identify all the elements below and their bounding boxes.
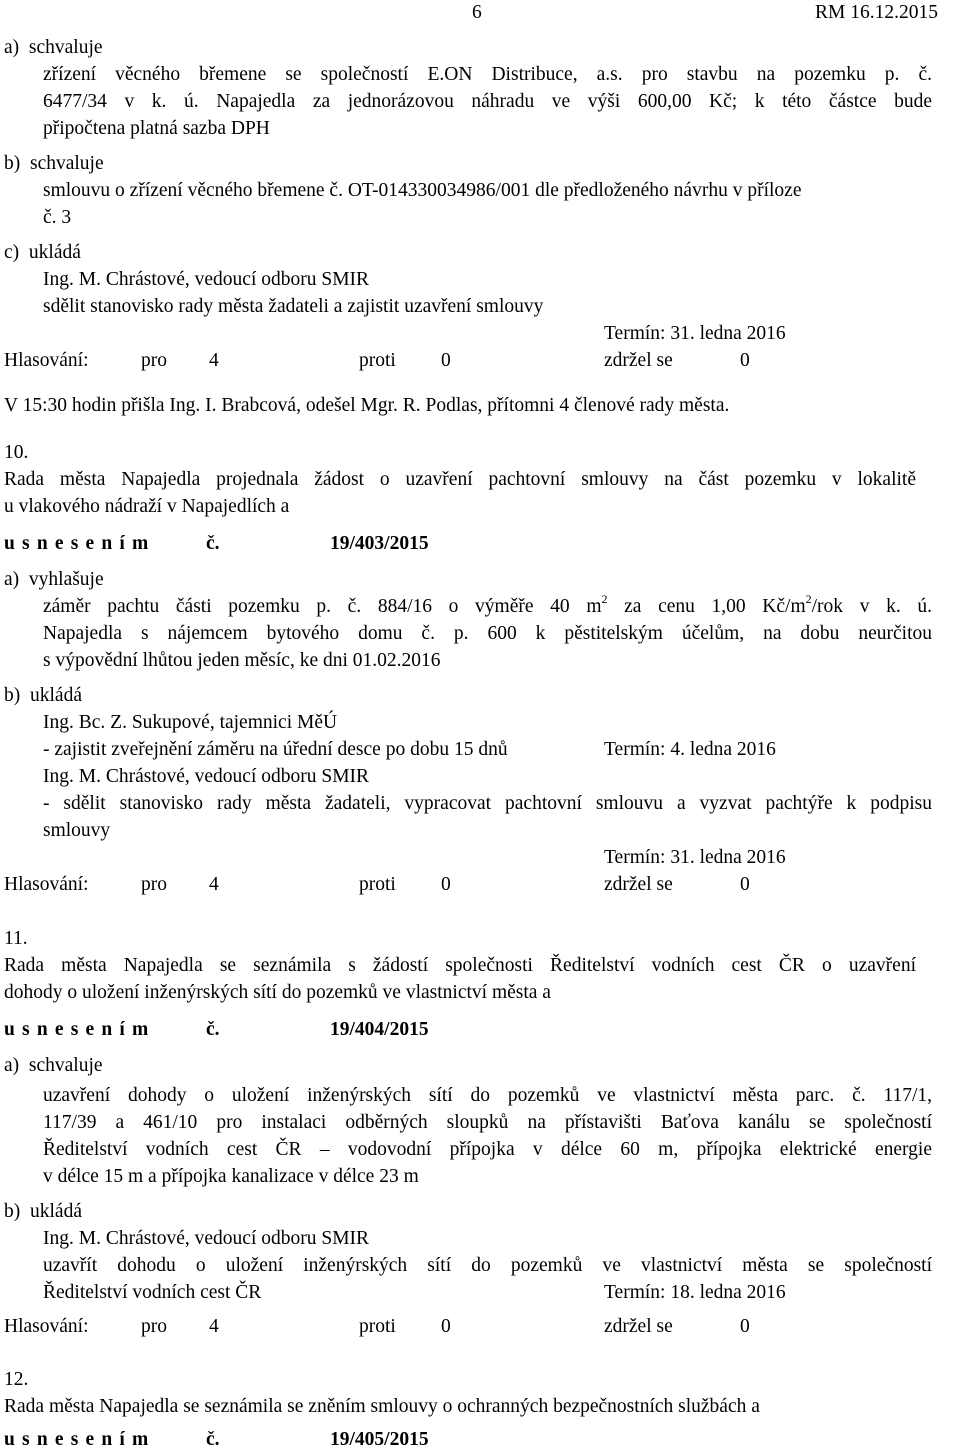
item10-a-line: s výpovědní lhůtou jeden měsíc, ke dni 01.02.2016 bbox=[43, 650, 441, 671]
item9-b-label: b) schvaluje bbox=[4, 153, 104, 174]
item9-a-label: a) schvaluje bbox=[4, 37, 103, 58]
vote-proti-label: proti bbox=[359, 350, 396, 371]
item10-b-person: Ing. M. Chrástové, vedoucí odboru SMIR bbox=[43, 766, 370, 787]
item11-b-task: Ředitelství vodních cest ČR bbox=[43, 1282, 262, 1303]
item11-b-task: uzavřít dohodu o uložení inženýrských sítí do pozemků ve vlastnictví města se společností bbox=[43, 1255, 932, 1276]
item10-number: 10. bbox=[4, 442, 29, 463]
vote-proti-count: 0 bbox=[441, 350, 451, 371]
resolution-no-label: č. bbox=[206, 1429, 220, 1450]
resolution-no-label: č. bbox=[206, 1019, 220, 1040]
item10-vote bbox=[4, 872, 764, 899]
vote-abstain-count: 0 bbox=[740, 350, 750, 371]
item9-a-line: zřízení věcného břemene se společností E.ON Distribuce, a.s. pro stavbu na pozemku p. č. bbox=[43, 64, 932, 85]
item12-resolution-heading bbox=[4, 1427, 429, 1454]
item9-a-line: 6477/34 v k. ú. Napajedla za jednorázovou náhradu ve výši 600,00 Kč; k této částce bude bbox=[43, 91, 932, 112]
item9-b-line: č. 3 bbox=[43, 207, 72, 228]
vote-proti-count: 0 bbox=[441, 1316, 451, 1337]
resolution-no: 19/404/2015 bbox=[330, 1019, 429, 1040]
item10-a-line: záměr pachtu části pozemku p. č. 884/16 o výměře 40 $m^2$ za cenu 1,00 $Kč/m^2$/rok v k. ú. bbox=[43, 591, 932, 617]
item10-b-label: b) ukládá bbox=[4, 685, 82, 706]
item11-b-label: b) ukládá bbox=[4, 1201, 82, 1222]
item9-a-line: připočtena platná sazba DPH bbox=[43, 118, 270, 139]
resolution-word: usnesením bbox=[4, 1019, 156, 1040]
item11-b-person: Ing. M. Chrástové, vedoucí odboru SMIR bbox=[43, 1228, 370, 1249]
item10-a-line: Napajedla s nájemcem bytového domu č. p. 600 k pěstitelským účelům, na dobu neurčitou bbox=[43, 623, 932, 644]
item10-b-deadline: Termín: 4. ledna 2016 bbox=[604, 739, 776, 760]
item11-number: 11. bbox=[4, 928, 28, 949]
item9-c-person: Ing. M. Chrástové, vedoucí odboru SMIR bbox=[43, 269, 370, 290]
resolution-word: usnesením bbox=[4, 1429, 156, 1450]
resolution-no: 19/403/2015 bbox=[330, 533, 429, 554]
vote-pro-label: pro bbox=[141, 350, 167, 371]
item9-vote bbox=[4, 348, 764, 375]
item10-b-task: - sdělit stanovisko rady města žadateli, vypracovat pachtovní smlouvu a vyzvat pachtýře k podpisu bbox=[43, 793, 932, 814]
item10-b-deadline: Termín: 31. ledna 2016 bbox=[604, 847, 786, 868]
resolution-no: 19/405/2015 bbox=[330, 1429, 429, 1450]
item11-b-deadline: Termín: 18. ledna 2016 bbox=[604, 1282, 786, 1303]
item9-c-task: sdělit stanovisko rady města žadateli a zajistit uzavření smlouvy bbox=[43, 296, 544, 317]
item11-a-line: 117/39 a 461/10 pro instalaci odběrných sloupků na přístavišti Baťova kanálu se společností bbox=[43, 1112, 932, 1133]
attendance-note: V 15:30 hodin přišla Ing. I. Brabcová, odešel Mgr. R. Podlas, přítomni 4 členové rady města. bbox=[4, 395, 730, 416]
item11-intro: dohody o uložení inženýrských sítí do pozemků ve vlastnictví města a bbox=[4, 982, 551, 1003]
item10-b-task: - zajistit zveřejnění záměru na úřední desce po dobu 15 dnů bbox=[43, 739, 508, 760]
vote-pro-count: 4 bbox=[209, 874, 219, 895]
item10-b-task: smlouvy bbox=[43, 820, 111, 841]
vote-proti-label: proti bbox=[359, 1316, 396, 1337]
item10-b-person: Ing. Bc. Z. Sukupové, tajemnici MěÚ bbox=[43, 712, 338, 733]
vote-label: Hlasování: bbox=[4, 874, 89, 895]
vote-pro-label: pro bbox=[141, 1316, 167, 1337]
item11-a-line: uzavření dohody o uložení inženýrských sítí do pozemků ve vlastnictví města parc. č. 117/1, bbox=[43, 1085, 932, 1106]
item11-a-label: a) schvaluje bbox=[4, 1055, 103, 1076]
vote-label: Hlasování: bbox=[4, 1316, 89, 1337]
vote-abstain-label: zdržel se bbox=[604, 874, 673, 895]
vote-abstain-count: 0 bbox=[740, 874, 750, 895]
item11-resolution-heading bbox=[4, 1017, 429, 1044]
item12-intro: Rada města Napajedla se seznámila se zněním smlouvy o ochranných bezpečnostních službách a bbox=[4, 1396, 760, 1417]
item12-number: 12. bbox=[4, 1369, 29, 1390]
resolution-word: usnesením bbox=[4, 533, 156, 554]
item10-intro: u vlakového nádraží v Napajedlích a bbox=[4, 496, 290, 517]
vote-pro-count: 4 bbox=[209, 1316, 219, 1337]
vote-proti-count: 0 bbox=[441, 874, 451, 895]
resolution-no-label: č. bbox=[206, 533, 220, 554]
item11-a-line: Ředitelství vodních cest ČR – vodovodní přípojka v délce 60 m, přípojka elektrické energie bbox=[43, 1139, 932, 1160]
vote-abstain-count: 0 bbox=[740, 1316, 750, 1337]
vote-abstain-label: zdržel se bbox=[604, 1316, 673, 1337]
page-number: 6 bbox=[472, 2, 482, 23]
item11-intro: Rada města Napajedla se seznámila s žádostí společnosti Ředitelství vodních cest ČR o uzavření bbox=[4, 955, 916, 976]
item9-c-label: c) ukládá bbox=[4, 242, 81, 263]
vote-proti-label: proti bbox=[359, 874, 396, 895]
vote-pro-label: pro bbox=[141, 874, 167, 895]
item9-b-line: smlouvu o zřízení věcného břemene č. OT-014330034986/001 dle předloženého návrhu v příloze bbox=[43, 180, 802, 201]
item10-a-label: a) vyhlašuje bbox=[4, 569, 104, 590]
item11-vote bbox=[4, 1314, 764, 1341]
item9-c-deadline: Termín: 31. ledna 2016 bbox=[604, 323, 786, 344]
item10-resolution-heading bbox=[4, 531, 429, 558]
vote-pro-count: 4 bbox=[209, 350, 219, 371]
item11-a-line: v délce 15 m a přípojka kanalizace v délce 23 m bbox=[43, 1166, 419, 1187]
date-code: RM 16.12.2015 bbox=[815, 2, 938, 23]
vote-label: Hlasování: bbox=[4, 350, 89, 371]
vote-abstain-label: zdržel se bbox=[604, 350, 673, 371]
item10-intro: Rada města Napajedla projednala žádost o uzavření pachtovní smlouvy na část pozemku v lokalitě bbox=[4, 469, 916, 490]
